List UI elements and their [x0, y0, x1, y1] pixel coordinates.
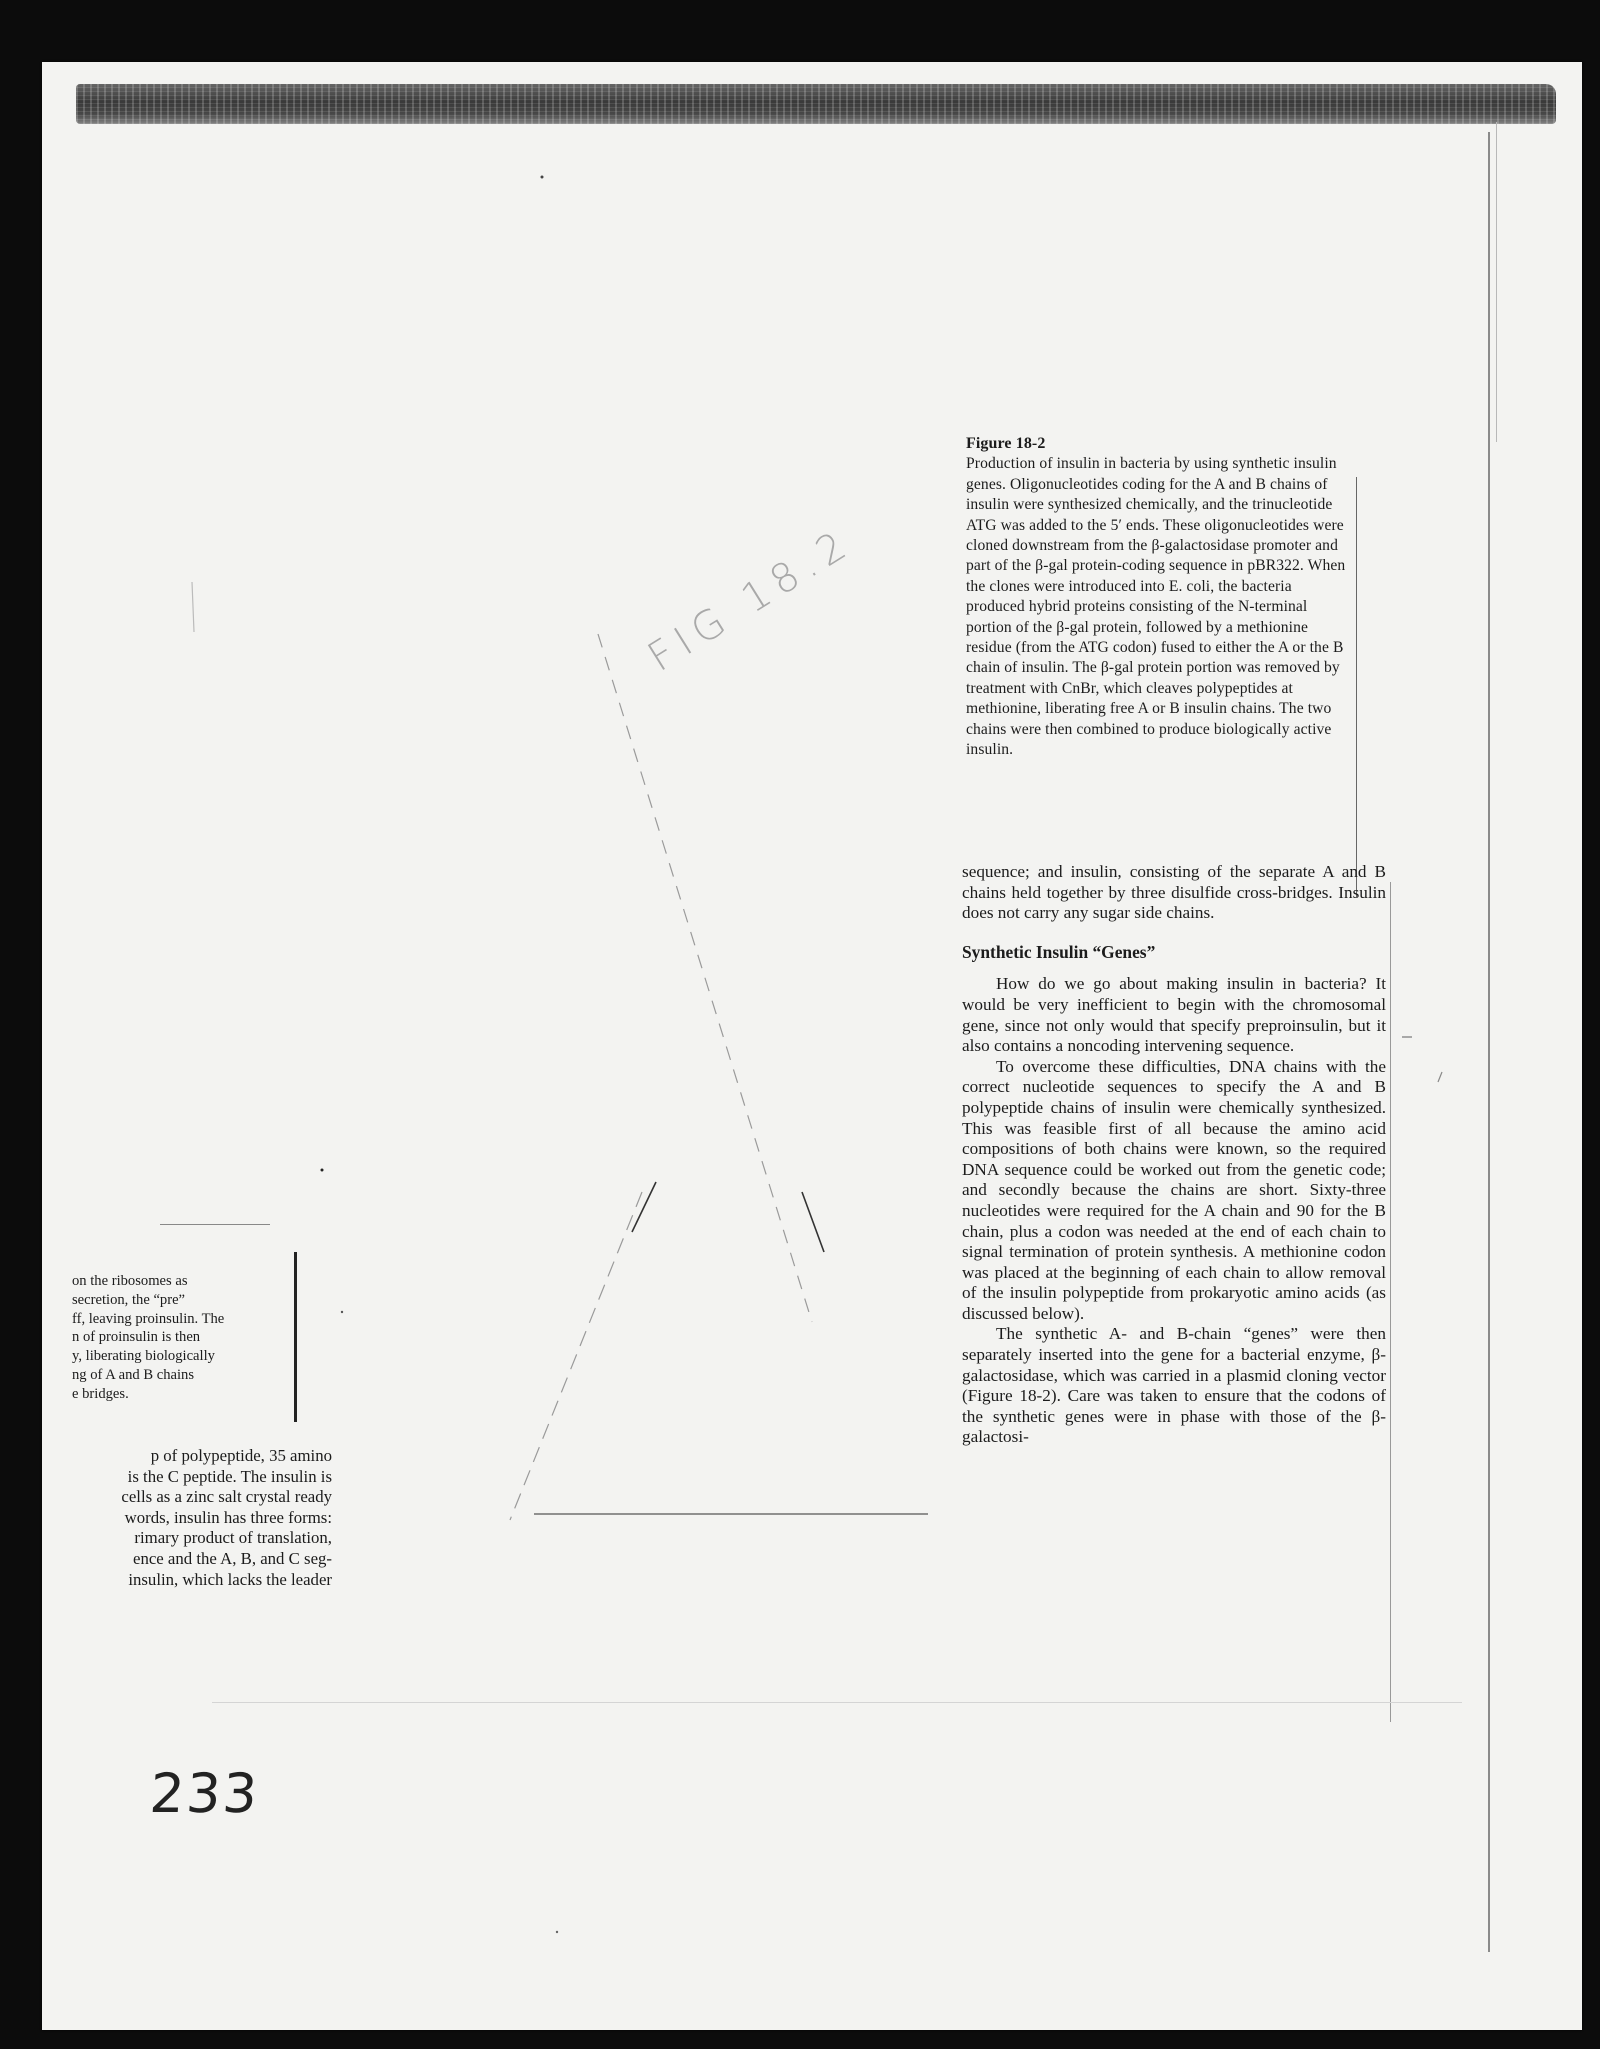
erased-figure-line — [632, 1182, 656, 1232]
speck — [341, 1311, 343, 1313]
handwritten-page-number: 233 — [147, 1762, 262, 1825]
frag-body-line: p of polypeptide, 35 amino — [150, 1446, 332, 1465]
paragraph-1: How do we go about making insulin in bacteria? It would be very inefficient to begin with the chromosomal gene, since not only would that specify preproinsulin, but it also contains a noncoding intervening sequence. — [962, 974, 1386, 1056]
frag-caption-line: secretion, the “pre” — [72, 1291, 186, 1308]
erased-figure-line — [802, 1192, 824, 1252]
frag-body-line: ence and the A, B, and C seg- — [133, 1548, 332, 1568]
frag-body-line: insulin, which lacks the leader — [128, 1569, 332, 1589]
figure-caption-title: Figure 18-2 — [966, 435, 1046, 452]
frag-body-line: words, insulin has three forms: — [124, 1507, 332, 1527]
speck — [321, 1169, 324, 1172]
speck — [556, 1931, 558, 1933]
paragraph-2: To overcome these difficulties, DNA chains with the correct nucleotide sequences to specify the A and B polypeptide chains of insulin were chemically synthesized. This was feasible first of all because the amino acid compositions of both chains were known, so the required DNA sequence could be worked out from the genetic code; and secondly because the chains are short. Sixty-three nucleotides were required for the A chain and 90 for the B chain, plus a codon was needed at the end of each chain to signal termination of protein synthesis. A methionine codon was placed at the beginning of each chain to allow removal of the insulin polypeptide from prokaryotic amino acids (as discussed below). — [962, 1056, 1386, 1323]
frag-body-line: cells as a zinc salt crystal ready — [121, 1487, 332, 1507]
pencil-annotation: FIG 18.2 — [640, 519, 861, 682]
frag-caption-line: y, liberating biologically — [72, 1348, 215, 1365]
frag-caption-line: ff, leaving proinsulin. The — [72, 1310, 225, 1327]
figure-caption-text: Production of insulin in bacteria by using synthetic insulin genes. Oligonucleotides coding for the A and B chains of insulin were synthesized chemically, and the trinucleotide ATG was added to the 5′ ends. These oligonucleotides were cloned downstream from the β-galactosidase promoter and part of the β-gal protein-coding sequence in pBR322. When the clones were introduced into E. coli, the bacteria produced hybrid proteins consisting of the N-terminal portion of the β-gal protein, followed by a methionine residue (from the ATG codon) fused to either the A or the B chain of insulin. The β-gal protein portion was removed by treatment with CnBr, which cleaves polypeptides at methionine, liberating free A or B insulin chains. The two chains were then combined to produce biologically active insulin. — [966, 455, 1346, 759]
scanned-page — [42, 62, 1582, 2030]
frag-body-line: rimary product of translation, — [134, 1528, 332, 1548]
section-heading: Synthetic Insulin “Genes” — [962, 941, 1156, 962]
paragraph-3: The synthetic A- and B-chain “genes” were then separately inserted into the gene for a bacterial enzyme, β-galactosidase, which was carried in a plasmid cloning vector (Figure 18-2). Care was taken to ensure that the codons of the synthetic genes were in phase with those of the β-galactosi- — [962, 1324, 1386, 1447]
frag-caption-line: on the ribosomes as — [72, 1273, 188, 1289]
erased-figure-line — [192, 582, 194, 632]
frag-caption-line: n of proinsulin is then — [72, 1329, 201, 1346]
scan-artifacts — [42, 62, 1582, 2030]
erased-figure-line — [510, 1192, 642, 1520]
speck — [541, 176, 544, 179]
frag-body-line: is the C peptide. The insulin is — [127, 1466, 332, 1486]
lead-paragraph: sequence; and insulin, consisting of the separate A and B chains held together by three disulfide cross-bridges. Insulin does not carry any sugar side chains. — [962, 862, 1386, 923]
frag-caption-line: ng of A and B chains — [72, 1366, 195, 1383]
erased-figure-line — [598, 634, 812, 1322]
frag-caption-line: e bridges. — [72, 1385, 129, 1402]
erased-figure-line — [1438, 1072, 1442, 1082]
